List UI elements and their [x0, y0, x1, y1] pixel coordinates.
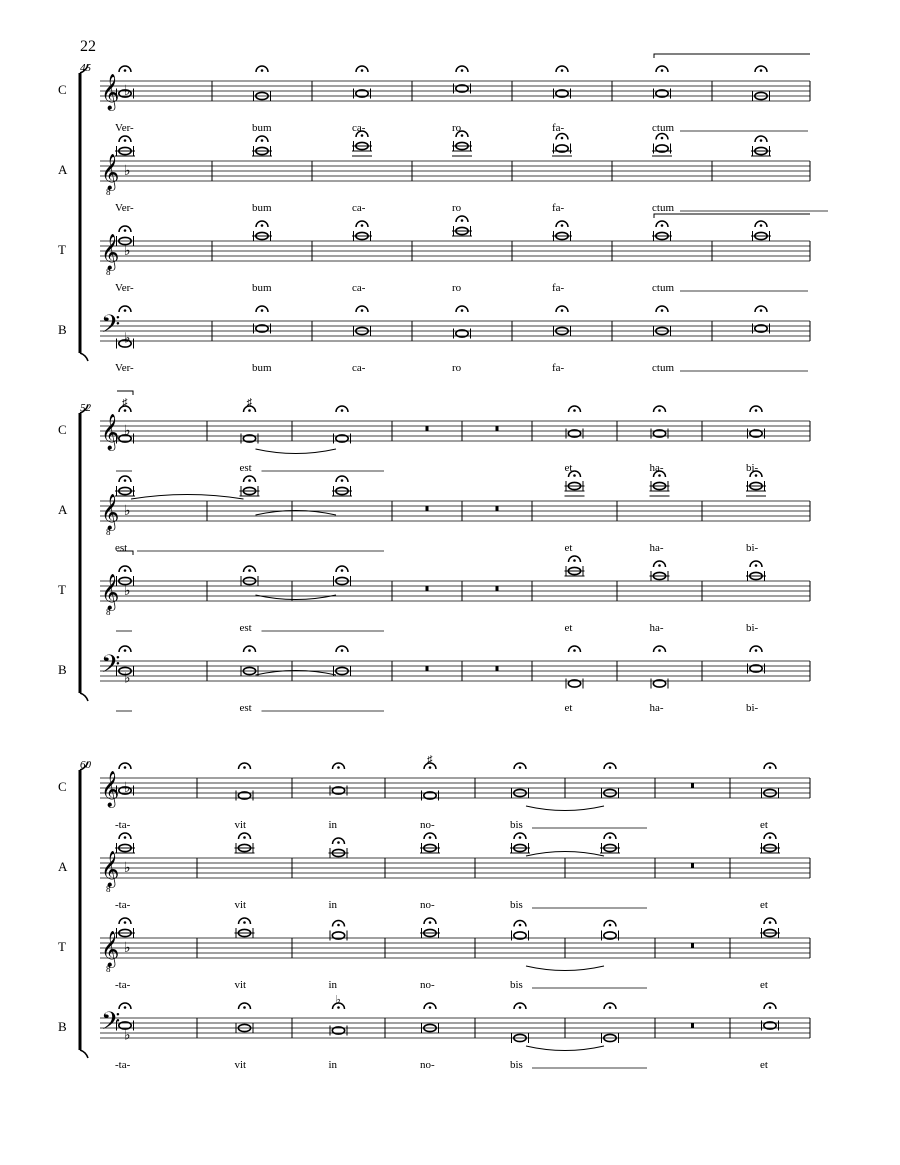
lyric-syllable: no- [420, 1059, 435, 1071]
lyric-syllable: est [239, 702, 252, 714]
fermata-icon [239, 763, 251, 769]
lyric-syllable: -ta- [115, 819, 131, 831]
lyric-syllable: bis [510, 819, 523, 831]
tie-icon [526, 1046, 604, 1051]
fermata-icon [604, 833, 616, 839]
lyric-syllable: bi- [746, 702, 759, 714]
lyric-syllable: fa- [552, 362, 565, 374]
treble-clef-icon: 𝄞 [101, 771, 120, 806]
lyric-syllable: vit [234, 899, 247, 911]
tie-icon [131, 495, 244, 500]
bracket-hook [80, 353, 88, 361]
lyric-syllable: bi- [746, 542, 759, 554]
fermata-icon [424, 918, 436, 924]
measure-number: 60 [80, 759, 91, 771]
voice-label: B [58, 1019, 67, 1034]
lyric-syllable: ca- [352, 122, 366, 134]
key-signature-flat-icon: ♭ [124, 244, 131, 259]
flat-icon: ♭ [335, 994, 341, 1006]
sharp-icon: ♯ [122, 397, 128, 409]
lyric-syllable: no- [420, 979, 435, 991]
breve-note-icon [330, 1026, 347, 1036]
fermata-icon [514, 921, 526, 927]
breve-rest-icon [691, 943, 694, 948]
lyric-syllable: ca- [352, 202, 366, 214]
lyric-syllable: vit [234, 819, 247, 831]
fermata-icon [569, 646, 581, 652]
breve-note-icon [330, 786, 347, 796]
breve-note-icon [236, 791, 253, 801]
octave-marker: 8 [106, 187, 111, 197]
lyric-syllable: fa- [552, 282, 565, 294]
fermata-icon [764, 1003, 776, 1009]
lyric-syllable: bi- [746, 622, 759, 634]
voice-label: A [58, 502, 68, 517]
breve-note-icon [554, 89, 571, 99]
breve-note-icon [454, 329, 471, 339]
bass-clef-icon: 𝄢 [101, 651, 121, 684]
fermata-icon [119, 566, 131, 572]
breve-note-icon [330, 931, 347, 941]
fermata-icon [556, 134, 568, 140]
key-signature-flat-icon: ♭ [124, 781, 131, 796]
fermata-icon [119, 1003, 131, 1009]
key-signature-flat-icon: ♭ [124, 331, 131, 347]
key-signature-flat-icon: ♭ [124, 84, 131, 99]
bass-clef-icon: 𝄢 [101, 1008, 121, 1041]
octave-marker: 8 [106, 964, 111, 974]
lyric-syllable: vit [234, 979, 247, 991]
fermata-icon [556, 66, 568, 72]
fermata-icon [656, 134, 668, 140]
treble-clef-icon: 𝄞 [101, 154, 120, 189]
lyric-syllable: Ver- [115, 282, 134, 294]
lyric-syllable: in [328, 899, 338, 911]
lyric-syllable: -ta- [115, 1059, 131, 1071]
treble-clef-icon: 𝄞 [101, 574, 120, 609]
lyric-syllable: bum [252, 362, 272, 374]
fermata-icon [604, 763, 616, 769]
fermata-icon [239, 918, 251, 924]
fermata-icon [456, 66, 468, 72]
fermata-icon [750, 646, 762, 652]
tie-icon [526, 852, 604, 857]
fermata-icon [244, 476, 256, 482]
lyric-syllable: Ver- [115, 122, 134, 134]
fermata-icon [604, 1003, 616, 1009]
key-signature-flat-icon: ♭ [124, 584, 131, 599]
lyric-syllable: ro [452, 202, 462, 214]
breve-rest-icon [691, 783, 694, 788]
fermata-icon [514, 833, 526, 839]
measure-number: 52 [80, 402, 91, 414]
fermata-icon [333, 763, 345, 769]
tie-icon [526, 806, 604, 811]
fermata-icon [514, 1003, 526, 1009]
fermata-icon [456, 306, 468, 312]
lyric-syllable: et [760, 899, 768, 911]
voice-label: C [58, 422, 67, 437]
lyric-syllable: et [760, 1059, 768, 1071]
fermata-icon [604, 921, 616, 927]
lyric-syllable: et [564, 702, 573, 714]
breve-rest-icon [426, 506, 429, 511]
lyric-syllable: ro [452, 282, 462, 294]
fermata-icon [356, 221, 368, 227]
breve-note-icon [762, 1021, 779, 1031]
fermata-icon [256, 221, 268, 227]
breve-note-icon [566, 429, 583, 439]
lyric-syllable: in [328, 1059, 338, 1071]
fermata-icon [424, 833, 436, 839]
voice-label: T [58, 242, 66, 257]
treble-clef-icon: 𝄞 [101, 74, 120, 109]
breve-rest-icon [496, 586, 499, 591]
lyric-syllable: et [760, 819, 768, 831]
fermata-icon [764, 918, 776, 924]
lyric-syllable: fa- [552, 202, 565, 214]
breve-note-icon [454, 84, 471, 94]
ligature-bracket [654, 214, 810, 218]
measure-number: 45 [80, 62, 91, 74]
treble-clef-icon: 𝄞 [101, 234, 120, 269]
key-signature-flat-icon: ♭ [124, 424, 131, 439]
breve-rest-icon [496, 666, 499, 671]
lyric-syllable: et [564, 542, 573, 554]
key-signature-flat-icon: ♭ [124, 504, 131, 519]
bracket-hook [80, 1050, 88, 1058]
key-signature-flat-icon: ♭ [124, 861, 131, 876]
breve-note-icon [654, 144, 671, 154]
fermata-icon [356, 66, 368, 72]
voice-label: B [58, 662, 67, 677]
bracket-hook [80, 693, 88, 701]
breve-rest-icon [426, 666, 429, 671]
fermata-icon [764, 763, 776, 769]
treble-clef-icon: 𝄞 [101, 414, 120, 449]
sharp-icon: ♯ [246, 397, 252, 409]
breve-note-icon [602, 931, 619, 941]
fermata-icon [654, 406, 666, 412]
fermata-icon [424, 1003, 436, 1009]
breve-note-icon [566, 679, 583, 689]
breve-note-icon [654, 89, 671, 99]
fermata-icon [656, 221, 668, 227]
fermata-icon [656, 306, 668, 312]
breve-note-icon [354, 89, 371, 99]
fermata-icon [569, 406, 581, 412]
lyric-syllable: Ver- [115, 362, 134, 374]
breve-note-icon [748, 664, 765, 674]
fermata-icon [764, 833, 776, 839]
lyric-syllable: ha- [649, 702, 664, 714]
fermata-icon [654, 646, 666, 652]
lyric-syllable: ctum [652, 282, 674, 294]
fermata-icon [654, 561, 666, 567]
breve-rest-icon [426, 426, 429, 431]
lyric-syllable: vit [234, 1059, 247, 1071]
key-signature-flat-icon: ♭ [124, 941, 131, 956]
voice-label: T [58, 939, 66, 954]
lyric-syllable: bis [510, 1059, 523, 1071]
breve-note-icon [753, 324, 770, 334]
fermata-icon [119, 646, 131, 652]
fermata-icon [569, 471, 581, 477]
octave-marker: 8 [106, 527, 111, 537]
fermata-icon [556, 221, 568, 227]
fermata-icon [244, 646, 256, 652]
breve-note-icon [334, 434, 351, 444]
lyric-syllable: est [115, 542, 128, 554]
lyric-syllable: fa- [552, 122, 565, 134]
key-signature-flat-icon: ♭ [124, 164, 131, 179]
lyric-syllable: ha- [649, 462, 664, 474]
fermata-icon [244, 566, 256, 572]
breve-note-icon [651, 429, 668, 439]
fermata-icon [119, 476, 131, 482]
lyric-syllable: ha- [649, 622, 664, 634]
treble-clef-icon: 𝄞 [101, 494, 120, 529]
fermata-icon [750, 561, 762, 567]
breve-rest-icon [496, 506, 499, 511]
fermata-icon [119, 306, 131, 312]
lyric-syllable: et [760, 979, 768, 991]
lyric-syllable: no- [420, 899, 435, 911]
lyric-syllable: ca- [352, 362, 366, 374]
fermata-icon [256, 136, 268, 142]
voice-label: A [58, 859, 68, 874]
ligature-bracket [117, 391, 133, 395]
breve-note-icon [254, 324, 271, 334]
lyric-syllable: ha- [649, 542, 664, 554]
octave-marker: 8 [106, 267, 111, 277]
bass-clef-icon: 𝄢 [101, 311, 121, 344]
voice-label: B [58, 322, 67, 337]
breve-note-icon [651, 679, 668, 689]
fermata-icon [119, 918, 131, 924]
fermata-icon [750, 406, 762, 412]
breve-note-icon [512, 931, 529, 941]
treble-clef-icon: 𝄞 [101, 851, 120, 886]
lyric-syllable: est [239, 622, 252, 634]
breve-rest-icon [496, 426, 499, 431]
fermata-icon [119, 66, 131, 72]
breve-note-icon [422, 791, 439, 801]
fermata-icon [569, 556, 581, 562]
fermata-icon [755, 66, 767, 72]
lyric-syllable: bum [252, 202, 272, 214]
fermata-icon [119, 763, 131, 769]
breve-note-icon [241, 434, 258, 444]
key-signature-flat-icon: ♭ [124, 671, 131, 687]
fermata-icon [336, 566, 348, 572]
lyric-syllable: bum [252, 122, 272, 134]
lyric-syllable: -ta- [115, 979, 131, 991]
lyric-syllable: in [328, 819, 338, 831]
voice-label: C [58, 82, 67, 97]
lyric-syllable: et [564, 462, 573, 474]
lyric-syllable: bis [510, 899, 523, 911]
fermata-icon [456, 131, 468, 137]
fermata-icon [514, 763, 526, 769]
lyric-syllable: bi- [746, 462, 759, 474]
treble-clef-icon: 𝄞 [101, 931, 120, 966]
voice-label: A [58, 162, 68, 177]
fermata-icon [356, 306, 368, 312]
page-number: 22 [80, 38, 96, 55]
key-signature-flat-icon: ♭ [124, 1028, 131, 1044]
fermata-icon [755, 136, 767, 142]
lyric-syllable: ro [452, 122, 462, 134]
lyric-syllable: -ta- [115, 899, 131, 911]
fermata-icon [333, 921, 345, 927]
tie-icon [256, 449, 337, 454]
breve-rest-icon [691, 1023, 694, 1028]
breve-note-icon [748, 429, 765, 439]
octave-marker: 8 [106, 884, 111, 894]
lyric-syllable: bis [510, 979, 523, 991]
sharp-icon: ♯ [427, 754, 433, 766]
fermata-icon [755, 306, 767, 312]
lyric-syllable: ctum [652, 122, 674, 134]
fermata-icon [656, 66, 668, 72]
fermata-icon [556, 306, 568, 312]
fermata-icon [239, 1003, 251, 1009]
lyric-syllable: in [328, 979, 338, 991]
lyric-syllable: bum [252, 282, 272, 294]
breve-rest-icon [691, 863, 694, 868]
breve-rest-icon [426, 586, 429, 591]
fermata-icon [336, 476, 348, 482]
lyric-syllable: ca- [352, 282, 366, 294]
fermata-icon [336, 406, 348, 412]
lyric-syllable: Ver- [115, 202, 134, 214]
tie-icon [526, 966, 604, 971]
fermata-icon [119, 226, 131, 232]
lyric-syllable: ctum [652, 202, 674, 214]
ligature-bracket [654, 54, 810, 58]
fermata-icon [333, 838, 345, 844]
lyric-syllable: ctum [652, 362, 674, 374]
lyric-syllable: no- [420, 819, 435, 831]
fermata-icon [239, 833, 251, 839]
fermata-icon [755, 221, 767, 227]
fermata-icon [256, 66, 268, 72]
fermata-icon [256, 306, 268, 312]
lyric-syllable: est [239, 462, 252, 474]
fermata-icon [456, 216, 468, 222]
octave-marker: 8 [106, 607, 111, 617]
lyric-syllable: ro [452, 362, 462, 374]
voice-label: C [58, 779, 67, 794]
breve-note-icon [554, 144, 571, 154]
fermata-icon [119, 136, 131, 142]
voice-label: T [58, 582, 66, 597]
lyric-syllable: et [564, 622, 573, 634]
fermata-icon [119, 833, 131, 839]
fermata-icon [336, 646, 348, 652]
